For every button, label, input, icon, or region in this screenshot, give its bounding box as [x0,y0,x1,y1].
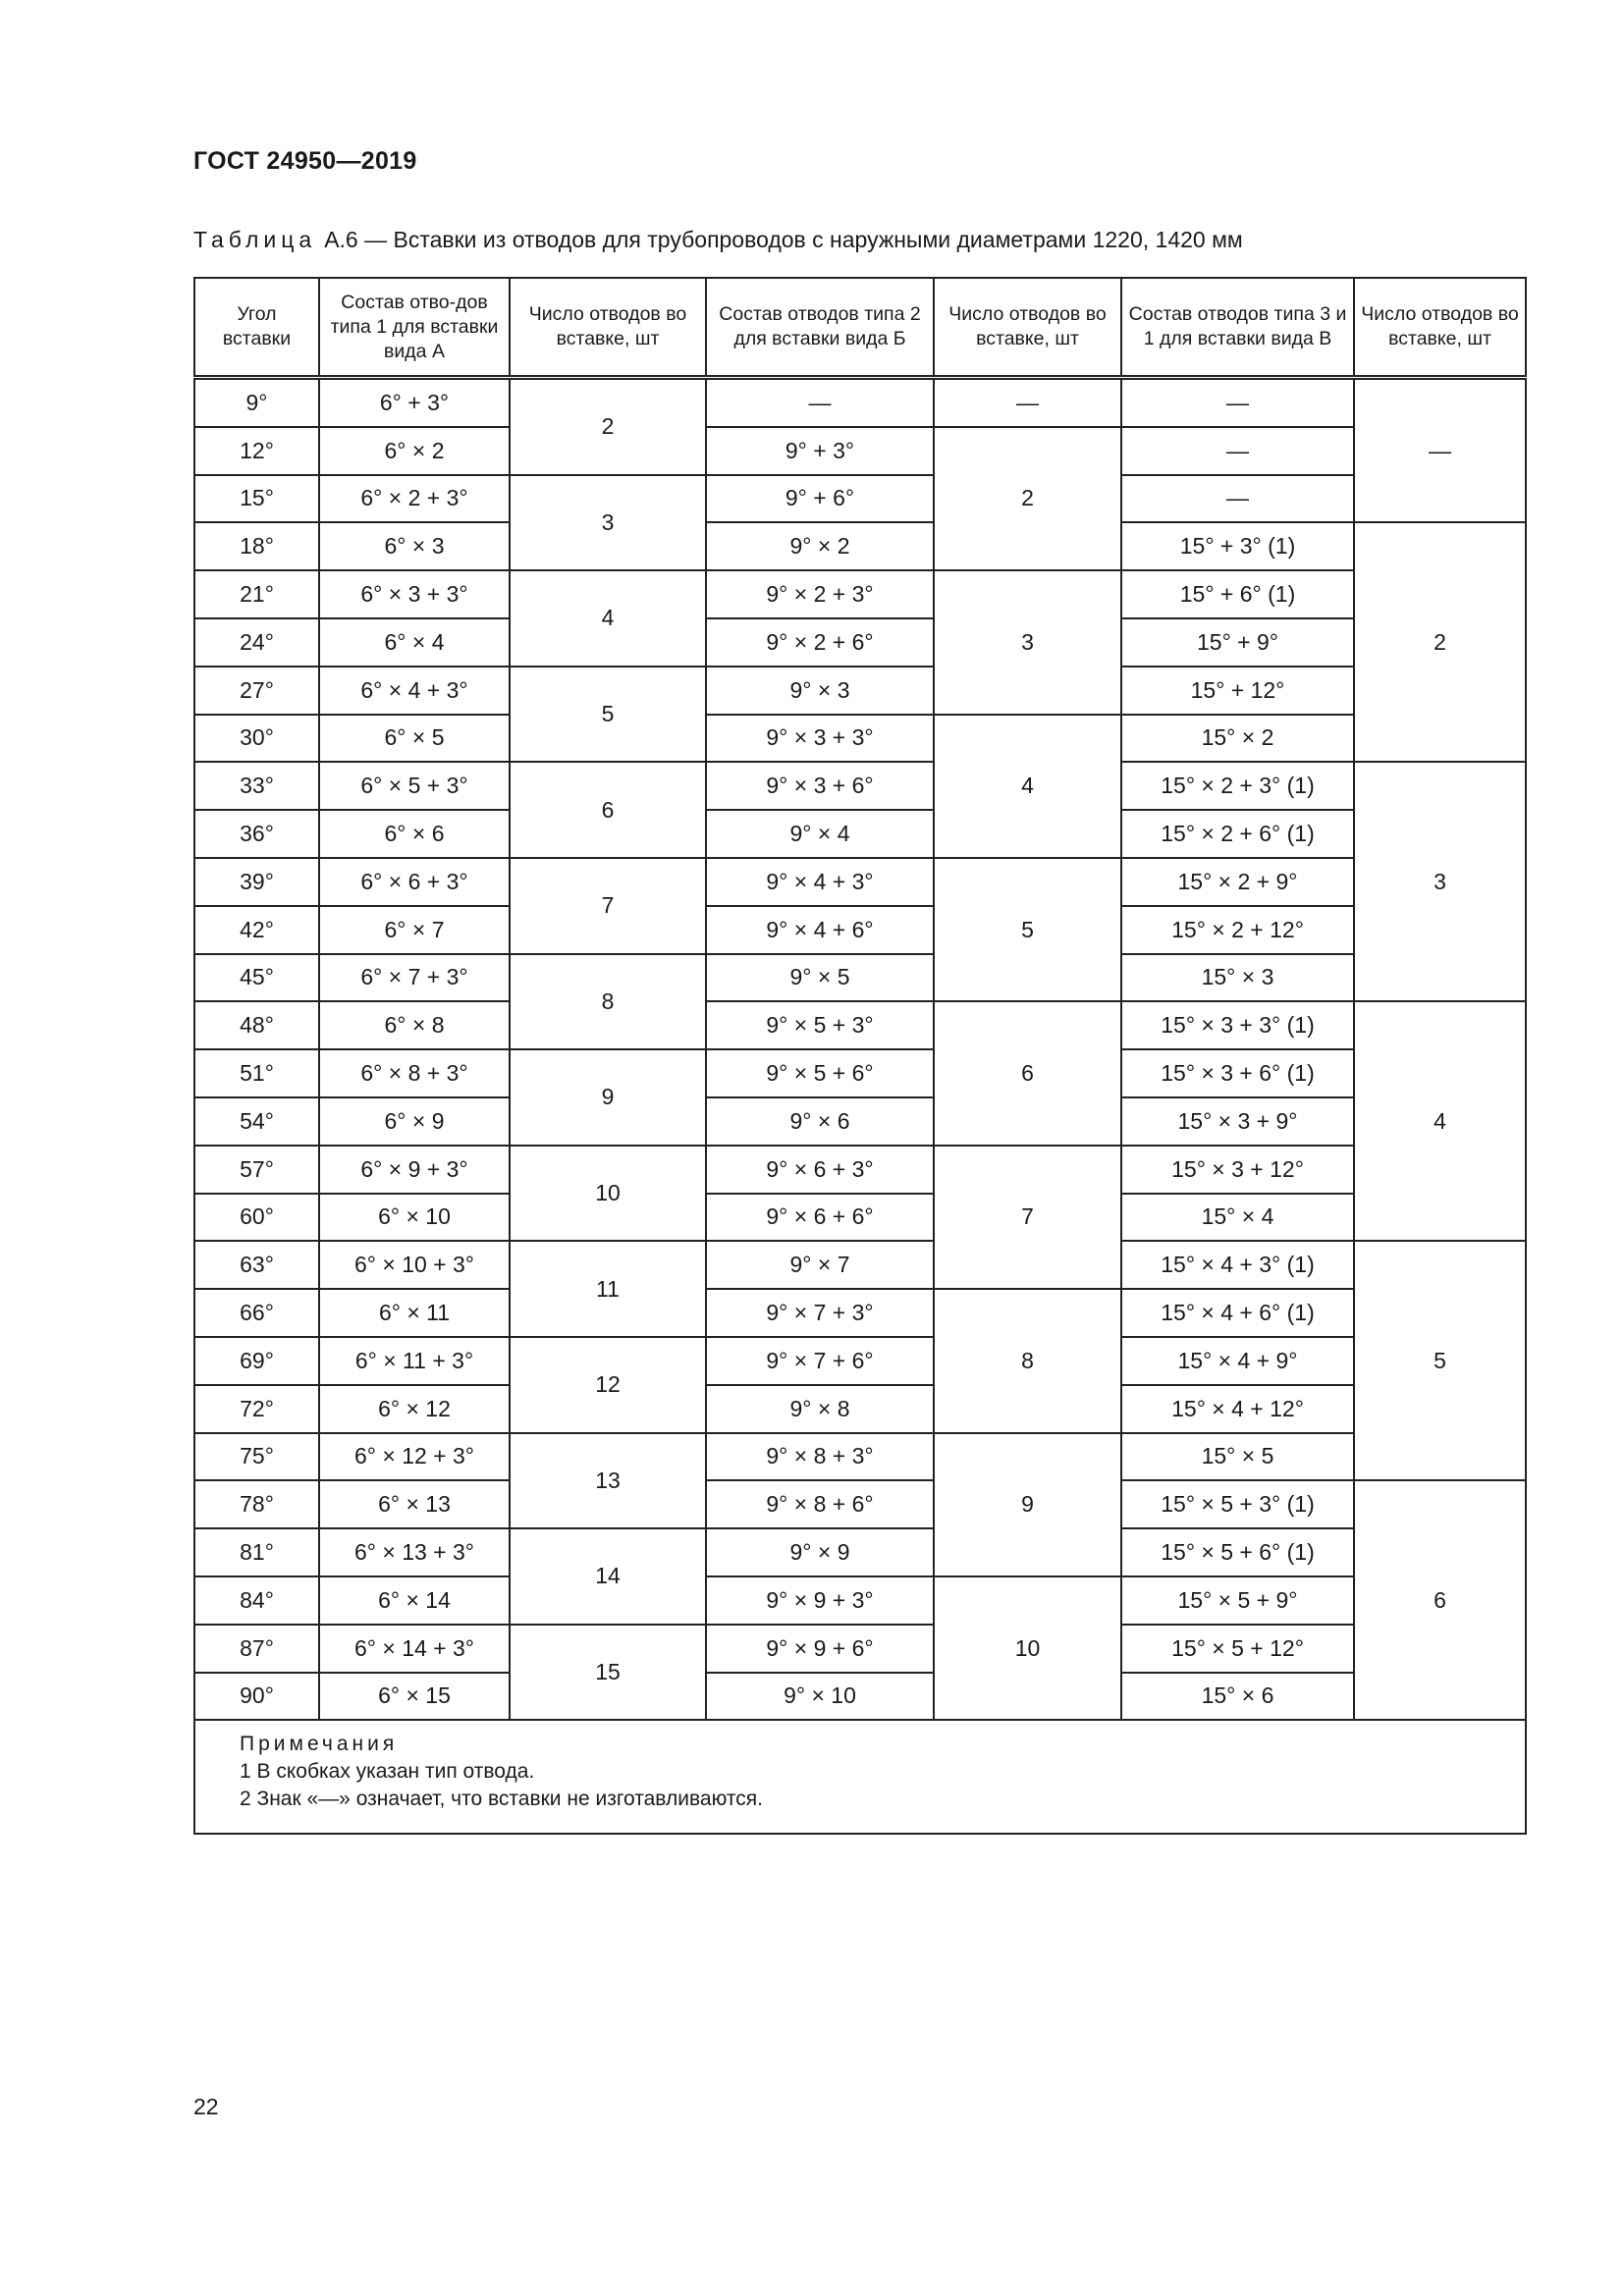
cell-type-b: 9° × 2 [706,522,934,570]
table-caption [193,227,1243,253]
cell-count-c: 6 [1354,1480,1526,1720]
cell-count-c: — [1354,378,1526,523]
cell-type-c: 15° × 5 + 3° (1) [1121,1480,1354,1528]
table-row [194,1528,1526,1576]
cell-count-a: 14 [510,1528,706,1625]
cell-type-c: 15° + 9° [1121,618,1354,667]
table-header-row [194,278,1526,378]
cell-type-b: 9° × 7 + 6° [706,1337,934,1385]
cell-type-c: 15° + 3° (1) [1121,522,1354,570]
cell-type-a: 6° × 8 [319,1001,510,1049]
cell-type-a: 6° × 7 [319,906,510,954]
cell-angle: 15° [194,475,319,523]
cell-count-a: 9 [510,1049,706,1146]
cell-type-a: 6° + 3° [319,378,510,427]
cell-type-a: 6° × 5 + 3° [319,762,510,810]
table-row [194,858,1526,906]
cell-angle: 69° [194,1337,319,1385]
cell-type-a: 6° × 9 + 3° [319,1146,510,1194]
table-row [194,667,1526,715]
cell-count-a: 11 [510,1241,706,1337]
table-row [194,427,1526,475]
cell-type-b: 9° × 3 + 3° [706,715,934,763]
table-row [194,1049,1526,1097]
table-row [194,1097,1526,1146]
notes-title: Примечания [240,1733,399,1756]
table-row [194,715,1526,763]
cell-count-c: 3 [1354,762,1526,1001]
table-row [194,1146,1526,1194]
cell-type-b: 9° × 4 [706,810,934,858]
cell-type-c: 15° × 2 + 9° [1121,858,1354,906]
cell-count-b: 5 [934,858,1121,1001]
cell-type-c: 15° × 3 [1121,954,1354,1002]
cell-count-b: 6 [934,1001,1121,1145]
cell-type-c: 15° × 4 + 12° [1121,1385,1354,1433]
cell-type-c: 15° × 4 [1121,1194,1354,1242]
cell-count-a: 4 [510,570,706,667]
table-row [194,1625,1526,1673]
table-row [194,618,1526,667]
cell-type-b: 9° × 5 + 3° [706,1001,934,1049]
cell-angle: 9° [194,378,319,427]
cell-count-a: 15 [510,1625,706,1721]
table-row [194,1433,1526,1481]
note-item-1: 1 В скобках указан тип отвода. [240,1760,535,1784]
cell-type-c: 15° × 3 + 9° [1121,1097,1354,1146]
cell-count-c: 5 [1354,1241,1526,1480]
table-container [193,277,1525,1835]
table-notes [194,1720,1526,1834]
cell-type-b: — [706,378,934,427]
cell-type-c: 15° × 4 + 9° [1121,1337,1354,1385]
cell-type-c: 15° × 5 [1121,1433,1354,1481]
cell-angle: 81° [194,1528,319,1576]
cell-type-a: 6° × 11 + 3° [319,1337,510,1385]
cell-count-a: 7 [510,858,706,954]
table-row [194,1385,1526,1433]
cell-angle: 84° [194,1576,319,1625]
cell-angle: 51° [194,1049,319,1097]
cell-type-a: 6° × 11 [319,1289,510,1337]
cell-angle: 42° [194,906,319,954]
table-caption-label: Таблица [193,227,317,252]
cell-type-a: 6° × 9 [319,1097,510,1146]
cell-type-b: 9° × 4 + 3° [706,858,934,906]
header-type-b: Состав отводов типа 2 для вставки вида Б [706,278,934,378]
cell-count-b: 7 [934,1146,1121,1289]
notes-row [194,1720,1526,1834]
cell-type-b: 9° × 10 [706,1673,934,1721]
cell-angle: 72° [194,1385,319,1433]
cell-count-a: 12 [510,1337,706,1433]
cell-type-a: 6° × 4 + 3° [319,667,510,715]
cell-type-c: 15° × 5 + 12° [1121,1625,1354,1673]
cell-angle: 66° [194,1289,319,1337]
cell-type-b: 9° + 6° [706,475,934,523]
cell-type-c: — [1121,378,1354,427]
cell-count-b: 10 [934,1576,1121,1720]
cell-count-b: — [934,378,1121,427]
header-count-a: Число отводов во вставке, шт [510,278,706,378]
cell-type-b: 9° × 5 [706,954,934,1002]
cell-angle: 33° [194,762,319,810]
cell-count-a: 2 [510,378,706,475]
cell-type-c: 15° × 2 [1121,715,1354,763]
cell-angle: 54° [194,1097,319,1146]
cell-type-a: 6° × 2 + 3° [319,475,510,523]
cell-count-c: 4 [1354,1001,1526,1241]
table-body [194,378,1526,1721]
cell-angle: 48° [194,1001,319,1049]
cell-type-c: — [1121,427,1354,475]
cell-type-a: 6° × 7 + 3° [319,954,510,1002]
cell-type-c: 15° × 5 + 6° (1) [1121,1528,1354,1576]
cell-type-c: 15° × 4 + 6° (1) [1121,1289,1354,1337]
cell-angle: 63° [194,1241,319,1289]
cell-angle: 57° [194,1146,319,1194]
cell-type-b: 9° × 9 [706,1528,934,1576]
cell-type-b: 9° × 8 + 6° [706,1480,934,1528]
cell-angle: 87° [194,1625,319,1673]
cell-angle: 60° [194,1194,319,1242]
cell-count-b: 9 [934,1433,1121,1576]
cell-type-b: 9° × 7 [706,1241,934,1289]
header-count-b: Число отводов во вставке, шт [934,278,1121,378]
cell-type-a: 6° × 14 [319,1576,510,1625]
cell-type-a: 6° × 6 [319,810,510,858]
table-row [194,762,1526,810]
cell-type-a: 6° × 4 [319,618,510,667]
cell-type-a: 6° × 15 [319,1673,510,1721]
cell-type-b: 9° × 5 + 6° [706,1049,934,1097]
table-row [194,1241,1526,1289]
cell-type-c: 15° + 6° (1) [1121,570,1354,618]
cell-type-a: 6° × 13 + 3° [319,1528,510,1576]
cell-type-a: 6° × 3 [319,522,510,570]
cell-type-a: 6° × 3 + 3° [319,570,510,618]
cell-type-a: 6° × 2 [319,427,510,475]
cell-count-b: 3 [934,570,1121,714]
cell-type-b: 9° × 3 [706,667,934,715]
cell-angle: 45° [194,954,319,1002]
cell-type-b: 9° + 3° [706,427,934,475]
table-row [194,954,1526,1002]
table-row [194,1673,1526,1721]
cell-count-b: 2 [934,427,1121,570]
table-row [194,1337,1526,1385]
cell-type-c: 15° × 4 + 3° (1) [1121,1241,1354,1289]
table-row [194,570,1526,618]
cell-type-c: 15° × 2 + 3° (1) [1121,762,1354,810]
page-number: 22 [193,2094,219,2119]
cell-type-a: 6° × 12 [319,1385,510,1433]
cell-type-b: 9° × 8 [706,1385,934,1433]
cell-type-a: 6° × 6 + 3° [319,858,510,906]
header-count-c: Число отводов во вставке, шт [1354,278,1526,378]
cell-type-a: 6° × 12 + 3° [319,1433,510,1481]
cell-type-b: 9° × 9 + 3° [706,1576,934,1625]
cell-angle: 27° [194,667,319,715]
table-row [194,1289,1526,1337]
cell-angle: 18° [194,522,319,570]
cell-type-b: 9° × 8 + 3° [706,1433,934,1481]
cell-type-a: 6° × 5 [319,715,510,763]
note-item-2: 2 Знак «—» означает, что вставки не изготавливаются. [240,1788,763,1811]
table-row [194,1001,1526,1049]
cell-count-c: 2 [1354,522,1526,762]
table-caption-text: А.6 — Вставки из отводов для трубопроводов с наружными диаметрами 1220, 1420 мм [324,227,1243,252]
cell-angle: 78° [194,1480,319,1528]
cell-angle: 30° [194,715,319,763]
table-row [194,1576,1526,1625]
document-header: ГОСТ 24950—2019 [193,147,417,175]
cell-angle: 21° [194,570,319,618]
cell-type-b: 9° × 2 + 3° [706,570,934,618]
cell-type-b: 9° × 7 + 3° [706,1289,934,1337]
table-row [194,522,1526,570]
cell-type-a: 6° × 10 [319,1194,510,1242]
cell-angle: 12° [194,427,319,475]
cell-type-a: 6° × 13 [319,1480,510,1528]
cell-count-a: 8 [510,954,706,1050]
table-row [194,1480,1526,1528]
cell-angle: 90° [194,1673,319,1721]
cell-type-a: 6° × 10 + 3° [319,1241,510,1289]
table-row [194,378,1526,427]
cell-count-b: 8 [934,1289,1121,1432]
cell-type-c: 15° × 6 [1121,1673,1354,1721]
cell-count-a: 3 [510,475,706,571]
cell-type-c: 15° × 3 + 6° (1) [1121,1049,1354,1097]
cell-type-c: 15° × 3 + 12° [1121,1146,1354,1194]
cell-type-c: 15° × 3 + 3° (1) [1121,1001,1354,1049]
cell-type-b: 9° × 6 + 3° [706,1146,934,1194]
header-type-c: Состав отводов типа 3 и 1 для вставки вида В [1121,278,1354,378]
cell-count-a: 13 [510,1433,706,1529]
header-angle: Угол вставки [194,278,319,378]
inserts-table [193,277,1527,1835]
table-row [194,810,1526,858]
cell-angle: 24° [194,618,319,667]
cell-type-c: 15° × 5 + 9° [1121,1576,1354,1625]
cell-count-a: 5 [510,667,706,763]
cell-angle: 36° [194,810,319,858]
cell-type-b: 9° × 2 + 6° [706,618,934,667]
cell-type-b: 9° × 4 + 6° [706,906,934,954]
cell-type-b: 9° × 6 [706,1097,934,1146]
table-row [194,475,1526,523]
cell-angle: 39° [194,858,319,906]
cell-type-c: 15° × 2 + 12° [1121,906,1354,954]
cell-count-a: 6 [510,762,706,858]
table-row [194,1194,1526,1242]
cell-count-a: 10 [510,1146,706,1242]
cell-count-b: 4 [934,715,1121,858]
cell-type-c: 15° + 12° [1121,667,1354,715]
cell-type-b: 9° × 9 + 6° [706,1625,934,1673]
cell-type-a: 6° × 14 + 3° [319,1625,510,1673]
cell-type-a: 6° × 8 + 3° [319,1049,510,1097]
cell-type-c: — [1121,475,1354,523]
cell-type-c: 15° × 2 + 6° (1) [1121,810,1354,858]
cell-type-b: 9° × 6 + 6° [706,1194,934,1242]
cell-type-b: 9° × 3 + 6° [706,762,934,810]
header-type-a: Состав отво-дов типа 1 для вставки вида А [319,278,510,378]
table-row [194,906,1526,954]
cell-angle: 75° [194,1433,319,1481]
